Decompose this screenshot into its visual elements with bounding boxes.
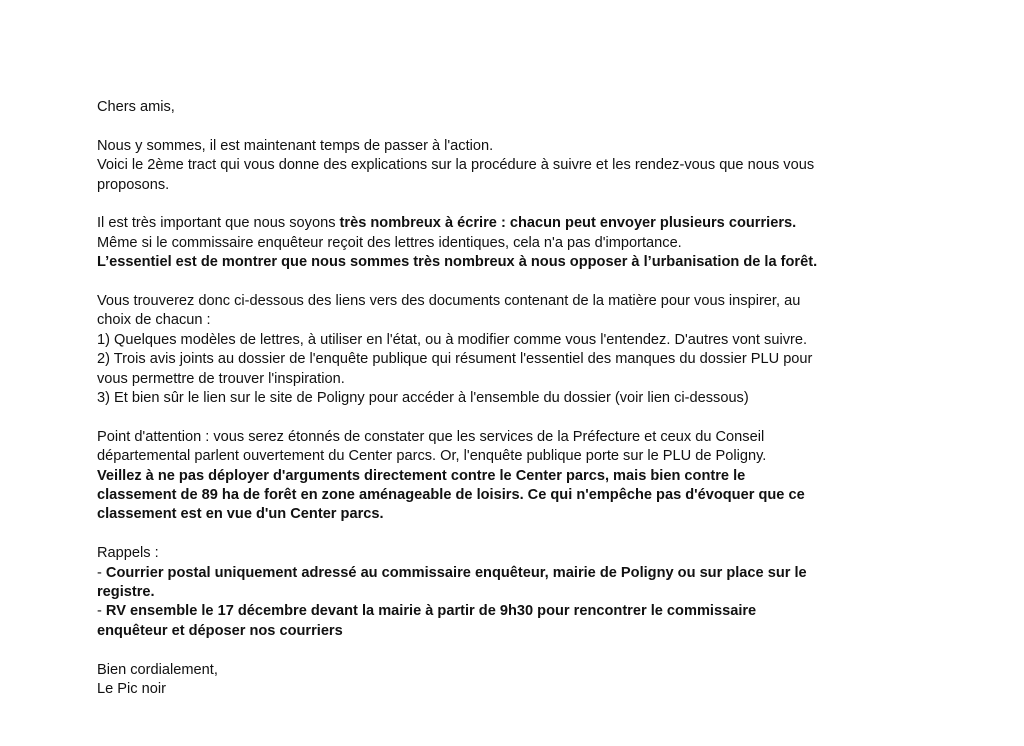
reminder-2-dash: - bbox=[97, 603, 106, 620]
intro-line-3: proposons. bbox=[97, 176, 170, 193]
reminder-2-text: RV ensemble le 17 décembre devant la mairie à partir de 9h30 pour rencontrer le commissaire bbox=[105, 603, 757, 620]
letter-body bbox=[97, 98, 957, 719]
importance-line-1 bbox=[97, 214, 957, 233]
reminder-1-text: Courrier postal uniquement adressé au commissaire enquêteur, mairie de Poligny ou sur place sur le bbox=[105, 564, 807, 581]
attention-line-2: départemental parlent ouvertement du Center parcs. Or, l'enquête publique porte sur le PLU de Poligny. bbox=[97, 448, 767, 465]
documents-item-1: 1) Quelques modèles de lettres, à utiliser en l'état, ou à modifier comme vous l'entendez. D'autres vont suivre. bbox=[97, 331, 808, 348]
documents-paragraph bbox=[97, 292, 957, 408]
documents-item-3: 3) Et bien sûr le lien sur le site de Poligny pour accéder à l'ensemble du dossier (voir lien ci-dessous) bbox=[97, 390, 749, 407]
reminder-1-dash: - bbox=[97, 564, 106, 581]
documents-item-2: 2) Trois avis joints au dossier de l'enquête publique qui résument l'essentiel des manques du dossier PLU pour bbox=[97, 351, 813, 368]
importance-line-1-bold: très nombreux à écrire : chacun peut envoyer plusieurs courriers. bbox=[339, 215, 797, 232]
documents-line-1: Vous trouverez donc ci-dessous des liens vers des documents contenant de la matière pour vous inspirer, au bbox=[97, 293, 801, 310]
attention-line-4: classement de 89 ha de forêt en zone aménageable de loisirs. Ce qui n'empêche pas d'évoquer que ce bbox=[97, 487, 805, 504]
intro-paragraph bbox=[97, 137, 957, 195]
importance-line-2: Même si le commissaire enquêteur reçoit des lettres identiques, cela n'a pas d'importance. bbox=[97, 234, 682, 251]
attention-line-1: Point d'attention : vous serez étonnés de constater que les services de la Préfecture et ceux du Conseil bbox=[97, 428, 765, 445]
closing-line: Bien cordialement, bbox=[97, 661, 218, 678]
signature: Le Pic noir bbox=[97, 681, 166, 698]
intro-line-2: Voici le 2ème tract qui vous donne des explications sur la procédure à suivre et les rendez-vous que nous vous bbox=[97, 157, 815, 174]
greeting-line: Chers amis, bbox=[97, 99, 175, 115]
attention-line-3: Veillez à ne pas déployer d'arguments directement contre le Center parcs, mais bien contre le bbox=[97, 467, 746, 484]
attention-paragraph bbox=[97, 428, 957, 525]
importance-line-3: L’essentiel est de montrer que nous sommes très nombreux à nous opposer à l’urbanisation de la forêt. bbox=[97, 254, 818, 271]
reminder-2 bbox=[97, 602, 957, 621]
reminder-1-cont: registre. bbox=[97, 584, 155, 601]
documents-item-2-cont: vous permettre de trouver l'inspiration. bbox=[97, 370, 345, 387]
importance-line-1-normal: Il est très important que nous soyons bbox=[97, 215, 340, 232]
documents-line-2: choix de chacun : bbox=[97, 312, 211, 329]
reminder-2-cont: enquêteur et déposer nos courriers bbox=[97, 622, 343, 639]
attention-line-5: classement est en vue d'un Center parcs. bbox=[97, 506, 384, 523]
importance-paragraph bbox=[97, 214, 957, 272]
closing bbox=[97, 661, 957, 700]
intro-line-1: Nous y sommes, il est maintenant temps de passer à l'action. bbox=[97, 137, 494, 154]
reminder-1 bbox=[97, 564, 957, 583]
greeting bbox=[97, 98, 957, 117]
reminders-heading: Rappels : bbox=[97, 545, 159, 562]
reminders-paragraph bbox=[97, 544, 957, 641]
